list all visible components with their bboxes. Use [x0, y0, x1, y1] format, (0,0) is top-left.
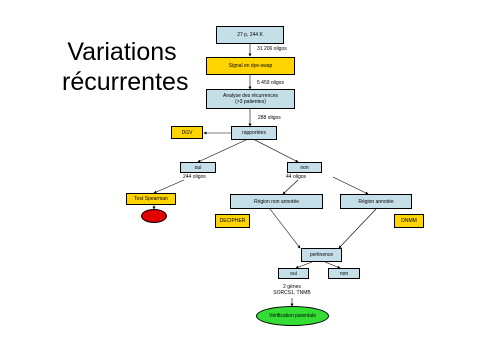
node-oui-top: oui [180, 162, 216, 173]
label-5459-oligos: 5 459 oligos [257, 80, 284, 86]
node-pertinence: pertinence [301, 248, 342, 262]
label-288-oligos: 288 oligos [258, 115, 281, 121]
label-244-oligos: 244 oligos [183, 174, 206, 180]
arrow-non-region-annotee [333, 177, 368, 194]
node-dgv: DGV [171, 126, 203, 139]
node-oui-bottom: oui [278, 268, 309, 279]
genes-line-1: 2 gènes [283, 284, 301, 290]
label-44-oligos: 44 oligos [286, 174, 307, 180]
arrow-region-annotee-pertinence [339, 209, 376, 248]
node-signal: Signal en dye-swap [206, 57, 295, 75]
node-spearman: Test Spearman [126, 193, 176, 205]
node-cohort: 27 p, 244 K [216, 26, 284, 44]
arrow-reported-oui [198, 139, 248, 162]
label-genes [272, 284, 312, 296]
node-region-non-annotee: Région non annotée [230, 194, 323, 209]
arrow-reported-non [253, 139, 298, 162]
arrow-region-pertinence [270, 209, 300, 248]
arrow-oui-spearman [154, 180, 184, 193]
node-reported: rapportées [231, 126, 277, 140]
genes-line-2: SORCS1, TNMB [273, 290, 311, 296]
node-verification: Vérification parentale [256, 306, 329, 326]
analysis-line-1: Analyse des récurrences [222, 93, 279, 99]
node-non-bottom: non [328, 268, 360, 279]
node-non-top: non [287, 162, 322, 173]
node-analysis [206, 89, 295, 109]
arrow-non-region [283, 180, 298, 194]
red-oval [141, 209, 167, 223]
label-31206-oligos: 31 206 oligos [257, 46, 287, 52]
analysis-line-2: (>3 patientes) [235, 99, 266, 105]
title-line-1: Variations [67, 38, 177, 66]
title-line-2: récurrentes [62, 68, 189, 96]
node-dnmm: DNMM [394, 214, 424, 228]
node-decipher: DECIPHER [215, 214, 250, 228]
node-region-annotee: Région annotée [340, 194, 412, 209]
